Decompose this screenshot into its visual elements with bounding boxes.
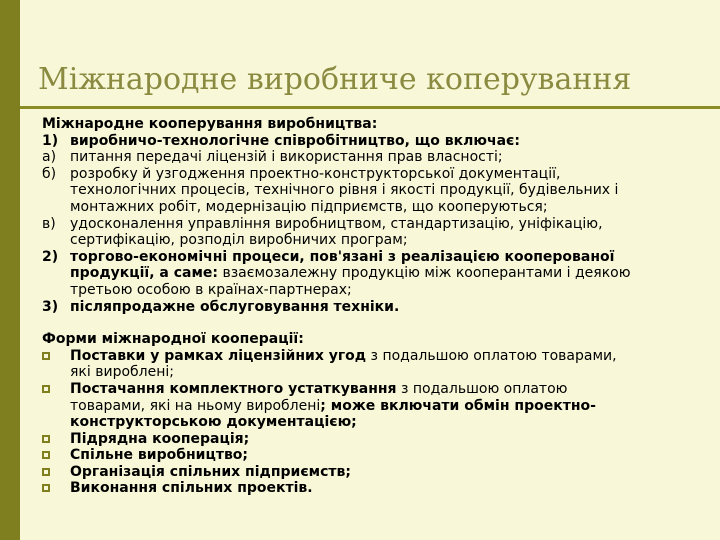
sub-item-b-cont: монтажних робіт, модернізацію підприємств, що кооперуються; (70, 198, 548, 215)
title-divider (20, 106, 720, 109)
left-accent-bar (0, 0, 20, 540)
item-text-bold: ; може включати обмін проектно- (320, 397, 596, 414)
intro-item-2-cont (42, 265, 710, 282)
sub-item-text: розробку й узгодження проектно-конструкторської документації, (70, 165, 561, 182)
item-text: Спільне виробництво; (70, 447, 249, 464)
hollow-square-bullet-icon (42, 381, 70, 398)
sub-item-a (42, 149, 710, 166)
item-text: з подальшою оплатою (396, 380, 568, 397)
slide-title: Міжнародне виробниче коперування (38, 62, 632, 97)
forms-item-4 (42, 447, 710, 464)
sub-item-b-cont: технологічних процесів, технічного рівня і якості продукції, будівельних і (70, 182, 619, 199)
forms-heading: Форми міжнародної кооперації: (42, 331, 304, 348)
intro-item-1 (42, 133, 710, 150)
hollow-square-bullet-icon (42, 348, 70, 365)
forms-item-5 (42, 464, 710, 481)
item-text: післяпродажне обслуговування техніки. (70, 298, 400, 315)
item-text: Підрядна кооперація; (70, 430, 250, 447)
hollow-square-bullet-icon (42, 480, 70, 497)
sub-item-v (42, 216, 710, 233)
intro-item-3 (42, 299, 710, 316)
item-text: торгово-економічні процеси, пов'язані з реалізацією кооперованої (70, 248, 615, 265)
sub-item-text: питання передачі ліцензій і використання прав власності; (70, 149, 503, 166)
sub-item-label: б) (42, 165, 57, 182)
hollow-square-bullet-icon (42, 447, 70, 464)
hollow-square-bullet-icon (42, 464, 70, 481)
item-text: виробничо-технологічне співробітництво, що включає: (70, 132, 520, 149)
forms-item-3 (42, 431, 710, 448)
item-number: 1) (42, 132, 59, 149)
item-text: з подальшою оплатою товарами, (366, 347, 617, 364)
sub-item-b (42, 166, 710, 183)
item-text-bold: продукції, а саме: (70, 265, 219, 282)
sub-item-label: а) (42, 149, 57, 166)
item-number: 3) (42, 298, 59, 315)
item-text: Виконання спільних проектів. (70, 480, 313, 497)
forms-item-6 (42, 480, 710, 497)
item-text-bold: Постачання комплектного устаткування (70, 380, 397, 397)
forms-item-1 (42, 348, 710, 365)
spacer (42, 315, 710, 331)
hollow-square-bullet-icon (42, 431, 70, 448)
sub-item-label: в) (42, 215, 56, 232)
forms-item-2-cont (42, 398, 710, 415)
item-text: взаємозалежну продукцію між кооперантами і деякою (218, 265, 631, 282)
slide-body (42, 116, 710, 497)
forms-item-1-cont: які вироблені; (70, 364, 174, 381)
item-text-bold: Поставки у рамках ліцензійних угод (70, 347, 367, 364)
item-text: товарами, які на ньому вироблені (70, 397, 321, 414)
intro-item-2-cont: третьою особою в країнах-партнерах; (70, 281, 352, 298)
sub-item-text: удосконалення управління виробництвом, стандартизацію, уніфікацію, (70, 215, 603, 232)
item-number: 2) (42, 248, 59, 265)
forms-item-2-cont: конструкторською документацією; (70, 414, 357, 431)
intro-item-2 (42, 249, 710, 266)
sub-item-v-cont: сертифікацію, розподіл виробничих програм; (70, 232, 408, 249)
item-text: Організація спільних підприємств; (70, 463, 351, 480)
intro-heading: Міжнародне кооперування виробництва: (42, 116, 378, 132)
forms-item-2 (42, 381, 710, 398)
